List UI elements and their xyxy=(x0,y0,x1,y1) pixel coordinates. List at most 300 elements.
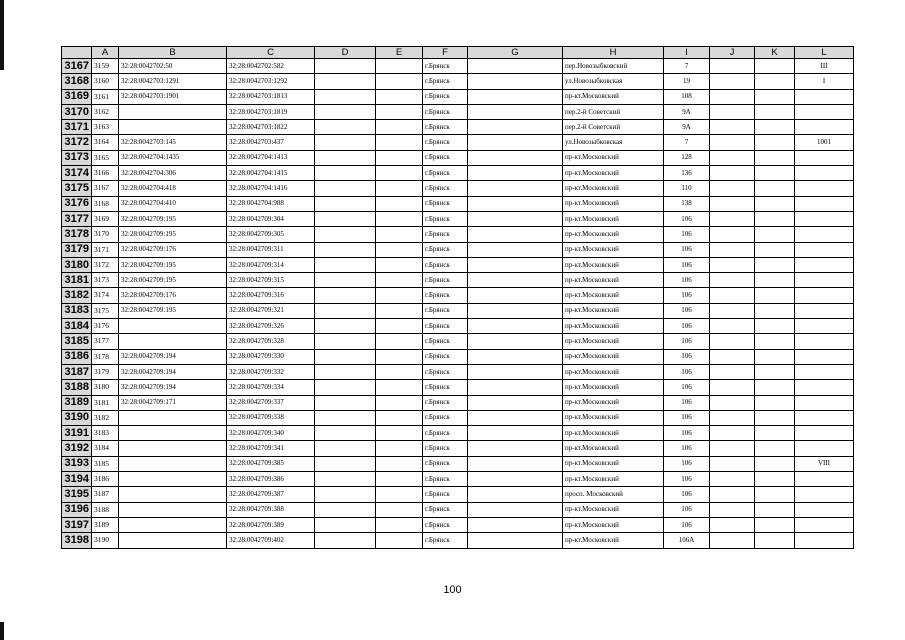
cell-g[interactable] xyxy=(468,517,563,532)
cell-l[interactable] xyxy=(795,487,854,502)
cell-j[interactable] xyxy=(710,410,755,425)
cell-b[interactable] xyxy=(119,120,227,135)
cell-l[interactable] xyxy=(795,349,854,364)
cell-j[interactable] xyxy=(710,89,755,104)
cell-i[interactable]: 106 xyxy=(664,380,710,395)
cell-l[interactable] xyxy=(795,227,854,242)
cell-k[interactable] xyxy=(755,59,795,74)
cell-c[interactable]: 32:28:0042703:1822 xyxy=(227,120,315,135)
cell-c[interactable]: 32:28:0042704:1415 xyxy=(227,166,315,181)
cell-f[interactable]: г.Брянск xyxy=(423,104,468,119)
cell-g[interactable] xyxy=(468,59,563,74)
cell-i[interactable]: 106 xyxy=(664,472,710,487)
cell-h[interactable]: пр-кт.Московский xyxy=(563,441,664,456)
row-number-cell[interactable]: 3195 xyxy=(62,487,92,502)
cell-e[interactable] xyxy=(376,487,423,502)
cell-d[interactable] xyxy=(315,181,376,196)
cell-h[interactable]: пр-кт.Московский xyxy=(563,472,664,487)
cell-f[interactable]: г.Брянск xyxy=(423,273,468,288)
cell-e[interactable] xyxy=(376,273,423,288)
cell-e[interactable] xyxy=(376,441,423,456)
cell-l[interactable]: III xyxy=(795,59,854,74)
cell-c[interactable]: 32:28:0042709:326 xyxy=(227,319,315,334)
cell-c[interactable]: 32:28:0042703:437 xyxy=(227,135,315,150)
cell-h[interactable]: пр-кт.Московский xyxy=(563,89,664,104)
cell-j[interactable] xyxy=(710,135,755,150)
cell-h[interactable]: пер.2-й Советский xyxy=(563,104,664,119)
cell-f[interactable]: г.Брянск xyxy=(423,380,468,395)
cell-h[interactable]: ул.Новозыбковская xyxy=(563,135,664,150)
cell-l[interactable] xyxy=(795,89,854,104)
cell-h[interactable]: пр-кт.Московский xyxy=(563,456,664,471)
cell-a[interactable]: 3188 xyxy=(92,502,119,517)
cell-j[interactable] xyxy=(710,426,755,441)
cell-e[interactable] xyxy=(376,517,423,532)
cell-h[interactable]: пр-кт.Московский xyxy=(563,242,664,257)
cell-d[interactable] xyxy=(315,211,376,226)
cell-j[interactable] xyxy=(710,120,755,135)
cell-b[interactable]: 32:28:0042704:1435 xyxy=(119,150,227,165)
cell-e[interactable] xyxy=(376,303,423,318)
cell-k[interactable] xyxy=(755,517,795,532)
cell-a[interactable]: 3180 xyxy=(92,380,119,395)
cell-e[interactable] xyxy=(376,227,423,242)
cell-k[interactable] xyxy=(755,227,795,242)
cell-b[interactable] xyxy=(119,487,227,502)
cell-d[interactable] xyxy=(315,166,376,181)
cell-a[interactable]: 3174 xyxy=(92,288,119,303)
cell-l[interactable]: I xyxy=(795,74,854,89)
cell-l[interactable] xyxy=(795,104,854,119)
cell-h[interactable]: пр-кт.Московский xyxy=(563,517,664,532)
cell-g[interactable] xyxy=(468,227,563,242)
column-header-a[interactable]: A xyxy=(92,47,119,59)
cell-e[interactable] xyxy=(376,135,423,150)
cell-j[interactable] xyxy=(710,181,755,196)
cell-l[interactable] xyxy=(795,181,854,196)
cell-i[interactable]: 7 xyxy=(664,135,710,150)
cell-j[interactable] xyxy=(710,303,755,318)
cell-e[interactable] xyxy=(376,364,423,379)
cell-g[interactable] xyxy=(468,89,563,104)
cell-a[interactable]: 3189 xyxy=(92,517,119,532)
cell-c[interactable]: 32:28:0042709:389 xyxy=(227,517,315,532)
cell-i[interactable]: 128 xyxy=(664,150,710,165)
cell-d[interactable] xyxy=(315,533,376,548)
cell-h[interactable]: пр-кт.Московский xyxy=(563,303,664,318)
cell-j[interactable] xyxy=(710,288,755,303)
cell-e[interactable] xyxy=(376,472,423,487)
cell-f[interactable]: г.Брянск xyxy=(423,181,468,196)
cell-l[interactable] xyxy=(795,472,854,487)
cell-b[interactable]: 32:28:0042709:195 xyxy=(119,211,227,226)
cell-c[interactable]: 32:28:0042703:1813 xyxy=(227,89,315,104)
cell-j[interactable] xyxy=(710,166,755,181)
cell-a[interactable]: 3165 xyxy=(92,150,119,165)
cell-b[interactable] xyxy=(119,104,227,119)
cell-c[interactable]: 32:28:0042709:337 xyxy=(227,395,315,410)
cell-a[interactable]: 3182 xyxy=(92,410,119,425)
cell-f[interactable]: г.Брянск xyxy=(423,426,468,441)
cell-a[interactable]: 3187 xyxy=(92,487,119,502)
cell-a[interactable]: 3169 xyxy=(92,211,119,226)
row-number-cell[interactable]: 3168 xyxy=(62,74,92,89)
cell-c[interactable]: 32:28:0042709:402 xyxy=(227,533,315,548)
cell-b[interactable]: 32:28:0042709:171 xyxy=(119,395,227,410)
cell-d[interactable] xyxy=(315,242,376,257)
cell-g[interactable] xyxy=(468,303,563,318)
row-number-cell[interactable]: 3183 xyxy=(62,303,92,318)
cell-a[interactable]: 3185 xyxy=(92,456,119,471)
row-number-cell[interactable]: 3192 xyxy=(62,441,92,456)
cell-f[interactable]: г.Брянск xyxy=(423,211,468,226)
cell-a[interactable]: 3172 xyxy=(92,257,119,272)
column-header-b[interactable]: B xyxy=(119,47,227,59)
row-number-cell[interactable]: 3190 xyxy=(62,410,92,425)
cell-c[interactable]: 32:28:0042709:314 xyxy=(227,257,315,272)
cell-b[interactable]: 32:28:0042709:176 xyxy=(119,288,227,303)
cell-j[interactable] xyxy=(710,104,755,119)
cell-k[interactable] xyxy=(755,89,795,104)
cell-c[interactable]: 32:28:0042709:321 xyxy=(227,303,315,318)
cell-i[interactable]: 106 xyxy=(664,334,710,349)
cell-e[interactable] xyxy=(376,104,423,119)
cell-a[interactable]: 3173 xyxy=(92,273,119,288)
cell-j[interactable] xyxy=(710,395,755,410)
cell-a[interactable]: 3183 xyxy=(92,426,119,441)
cell-f[interactable]: г.Брянск xyxy=(423,135,468,150)
cell-d[interactable] xyxy=(315,472,376,487)
column-header-c[interactable]: C xyxy=(227,47,315,59)
cell-h[interactable]: пр-кт.Московский xyxy=(563,273,664,288)
cell-b[interactable]: 32:28:0042709:195 xyxy=(119,303,227,318)
cell-g[interactable] xyxy=(468,135,563,150)
cell-f[interactable]: г.Брянск xyxy=(423,410,468,425)
row-number-cell[interactable]: 3167 xyxy=(62,59,92,74)
cell-i[interactable]: 106 xyxy=(664,319,710,334)
row-number-cell[interactable]: 3196 xyxy=(62,502,92,517)
row-number-cell[interactable]: 3172 xyxy=(62,135,92,150)
cell-h[interactable]: пер.2-й Советский xyxy=(563,120,664,135)
cell-i[interactable]: 106 xyxy=(664,303,710,318)
cell-l[interactable]: 1001 xyxy=(795,135,854,150)
row-number-cell[interactable]: 3191 xyxy=(62,426,92,441)
cell-i[interactable]: 106 xyxy=(664,364,710,379)
cell-l[interactable] xyxy=(795,533,854,548)
cell-e[interactable] xyxy=(376,59,423,74)
cell-f[interactable]: г.Брянск xyxy=(423,395,468,410)
cell-g[interactable] xyxy=(468,242,563,257)
cell-f[interactable]: г.Брянск xyxy=(423,303,468,318)
cell-f[interactable]: г.Брянск xyxy=(423,319,468,334)
cell-h[interactable]: пр-кт.Московский xyxy=(563,502,664,517)
cell-k[interactable] xyxy=(755,104,795,119)
row-number-cell[interactable]: 3171 xyxy=(62,120,92,135)
cell-d[interactable] xyxy=(315,227,376,242)
cell-e[interactable] xyxy=(376,380,423,395)
row-number-cell[interactable]: 3180 xyxy=(62,257,92,272)
cell-l[interactable] xyxy=(795,150,854,165)
cell-e[interactable] xyxy=(376,196,423,211)
cell-i[interactable]: 9А xyxy=(664,104,710,119)
cell-g[interactable] xyxy=(468,410,563,425)
cell-i[interactable]: 106А xyxy=(664,533,710,548)
cell-d[interactable] xyxy=(315,502,376,517)
row-number-cell[interactable]: 3187 xyxy=(62,364,92,379)
cell-b[interactable] xyxy=(119,441,227,456)
row-number-cell[interactable]: 3178 xyxy=(62,227,92,242)
cell-i[interactable]: 106 xyxy=(664,517,710,532)
cell-h[interactable]: пр-кт.Московский xyxy=(563,533,664,548)
column-header-e[interactable]: E xyxy=(376,47,423,59)
cell-i[interactable]: 106 xyxy=(664,426,710,441)
cell-j[interactable] xyxy=(710,273,755,288)
cell-b[interactable]: 32:28:0042703:145 xyxy=(119,135,227,150)
cell-l[interactable] xyxy=(795,517,854,532)
cell-b[interactable]: 32:28:0042703:1901 xyxy=(119,89,227,104)
cell-k[interactable] xyxy=(755,334,795,349)
cell-c[interactable]: 32:28:0042709:338 xyxy=(227,410,315,425)
cell-l[interactable] xyxy=(795,242,854,257)
cell-f[interactable]: г.Брянск xyxy=(423,334,468,349)
cell-l[interactable] xyxy=(795,288,854,303)
cell-a[interactable]: 3184 xyxy=(92,441,119,456)
cell-h[interactable]: ул.Новозыбковская xyxy=(563,74,664,89)
cell-b[interactable]: 32:28:0042709:194 xyxy=(119,380,227,395)
cell-b[interactable]: 32:28:0042703:1291 xyxy=(119,74,227,89)
cell-d[interactable] xyxy=(315,120,376,135)
cell-i[interactable]: 106 xyxy=(664,242,710,257)
cell-i[interactable]: 106 xyxy=(664,502,710,517)
cell-l[interactable]: VIII xyxy=(795,456,854,471)
cell-k[interactable] xyxy=(755,410,795,425)
cell-g[interactable] xyxy=(468,150,563,165)
cell-c[interactable]: 32:28:0042704:988 xyxy=(227,196,315,211)
cell-a[interactable]: 3175 xyxy=(92,303,119,318)
cell-j[interactable] xyxy=(710,74,755,89)
cell-k[interactable] xyxy=(755,441,795,456)
cell-k[interactable] xyxy=(755,364,795,379)
cell-g[interactable] xyxy=(468,104,563,119)
column-header-i[interactable]: I xyxy=(664,47,710,59)
cell-c[interactable]: 32:28:0042709:316 xyxy=(227,288,315,303)
cell-k[interactable] xyxy=(755,181,795,196)
cell-c[interactable]: 32:28:0042709:340 xyxy=(227,426,315,441)
cell-j[interactable] xyxy=(710,227,755,242)
cell-l[interactable] xyxy=(795,319,854,334)
cell-l[interactable] xyxy=(795,380,854,395)
cell-a[interactable]: 3160 xyxy=(92,74,119,89)
cell-g[interactable] xyxy=(468,502,563,517)
cell-k[interactable] xyxy=(755,211,795,226)
cell-a[interactable]: 3162 xyxy=(92,104,119,119)
cell-d[interactable] xyxy=(315,59,376,74)
cell-g[interactable] xyxy=(468,211,563,226)
cell-d[interactable] xyxy=(315,104,376,119)
cell-f[interactable]: г.Брянск xyxy=(423,364,468,379)
cell-j[interactable] xyxy=(710,380,755,395)
cell-k[interactable] xyxy=(755,257,795,272)
corner-header-cell[interactable] xyxy=(62,47,92,59)
row-number-cell[interactable]: 3189 xyxy=(62,395,92,410)
cell-i[interactable]: 108 xyxy=(664,89,710,104)
cell-f[interactable]: г.Брянск xyxy=(423,517,468,532)
row-number-cell[interactable]: 3193 xyxy=(62,456,92,471)
cell-f[interactable]: г.Брянск xyxy=(423,74,468,89)
cell-b[interactable] xyxy=(119,334,227,349)
cell-j[interactable] xyxy=(710,517,755,532)
cell-j[interactable] xyxy=(710,257,755,272)
cell-f[interactable]: г.Брянск xyxy=(423,257,468,272)
cell-i[interactable]: 106 xyxy=(664,349,710,364)
cell-b[interactable]: 32:28:0042704:418 xyxy=(119,181,227,196)
cell-c[interactable]: 32:28:0042703:1292 xyxy=(227,74,315,89)
row-number-cell[interactable]: 3188 xyxy=(62,380,92,395)
cell-c[interactable]: 32:28:0042709:315 xyxy=(227,273,315,288)
cell-f[interactable]: г.Брянск xyxy=(423,487,468,502)
cell-g[interactable] xyxy=(468,74,563,89)
cell-h[interactable]: пр-кт.Московский xyxy=(563,395,664,410)
cell-h[interactable]: пр-кт.Московский xyxy=(563,166,664,181)
cell-k[interactable] xyxy=(755,319,795,334)
cell-d[interactable] xyxy=(315,303,376,318)
cell-b[interactable]: 32:28:0042704:306 xyxy=(119,166,227,181)
cell-d[interactable] xyxy=(315,196,376,211)
row-number-cell[interactable]: 3176 xyxy=(62,196,92,211)
cell-c[interactable]: 32:28:0042709:305 xyxy=(227,227,315,242)
cell-a[interactable]: 3161 xyxy=(92,89,119,104)
cell-d[interactable] xyxy=(315,426,376,441)
cell-c[interactable]: 32:28:0042709:387 xyxy=(227,487,315,502)
cell-j[interactable] xyxy=(710,59,755,74)
cell-b[interactable]: 32:28:0042704:410 xyxy=(119,196,227,211)
cell-a[interactable]: 3186 xyxy=(92,472,119,487)
cell-h[interactable]: пр-кт.Московский xyxy=(563,349,664,364)
cell-f[interactable]: г.Брянск xyxy=(423,242,468,257)
cell-j[interactable] xyxy=(710,487,755,502)
cell-f[interactable]: г.Брянск xyxy=(423,150,468,165)
cell-k[interactable] xyxy=(755,166,795,181)
cell-h[interactable]: пер.Новозыбковский xyxy=(563,59,664,74)
cell-a[interactable]: 3190 xyxy=(92,533,119,548)
cell-e[interactable] xyxy=(376,288,423,303)
cell-g[interactable] xyxy=(468,181,563,196)
cell-k[interactable] xyxy=(755,150,795,165)
cell-a[interactable]: 3171 xyxy=(92,242,119,257)
cell-f[interactable]: г.Брянск xyxy=(423,59,468,74)
cell-g[interactable] xyxy=(468,426,563,441)
cell-g[interactable] xyxy=(468,288,563,303)
cell-c[interactable]: 32:28:0042702:582 xyxy=(227,59,315,74)
cell-j[interactable] xyxy=(710,150,755,165)
cell-g[interactable] xyxy=(468,472,563,487)
cell-i[interactable]: 7 xyxy=(664,59,710,74)
cell-e[interactable] xyxy=(376,120,423,135)
cell-b[interactable] xyxy=(119,426,227,441)
cell-d[interactable] xyxy=(315,517,376,532)
cell-c[interactable]: 32:28:0042709:328 xyxy=(227,334,315,349)
cell-b[interactable]: 32:28:0042702:50 xyxy=(119,59,227,74)
cell-b[interactable] xyxy=(119,456,227,471)
cell-b[interactable]: 32:28:0042709:195 xyxy=(119,273,227,288)
cell-d[interactable] xyxy=(315,380,376,395)
cell-j[interactable] xyxy=(710,441,755,456)
cell-h[interactable]: пр-кт.Московский xyxy=(563,426,664,441)
cell-k[interactable] xyxy=(755,487,795,502)
cell-f[interactable]: г.Брянск xyxy=(423,502,468,517)
cell-f[interactable]: г.Брянск xyxy=(423,441,468,456)
cell-i[interactable]: 106 xyxy=(664,395,710,410)
cell-a[interactable]: 3176 xyxy=(92,319,119,334)
cell-j[interactable] xyxy=(710,319,755,334)
cell-g[interactable] xyxy=(468,334,563,349)
cell-i[interactable]: 138 xyxy=(664,196,710,211)
cell-k[interactable] xyxy=(755,135,795,150)
cell-d[interactable] xyxy=(315,364,376,379)
cell-j[interactable] xyxy=(710,456,755,471)
cell-k[interactable] xyxy=(755,74,795,89)
cell-f[interactable]: г.Брянск xyxy=(423,89,468,104)
cell-f[interactable]: г.Брянск xyxy=(423,120,468,135)
cell-k[interactable] xyxy=(755,242,795,257)
cell-g[interactable] xyxy=(468,441,563,456)
cell-a[interactable]: 3178 xyxy=(92,349,119,364)
cell-a[interactable]: 3170 xyxy=(92,227,119,242)
cell-e[interactable] xyxy=(376,211,423,226)
cell-d[interactable] xyxy=(315,288,376,303)
row-number-cell[interactable]: 3184 xyxy=(62,319,92,334)
row-number-cell[interactable]: 3170 xyxy=(62,104,92,119)
cell-c[interactable]: 32:28:0042709:334 xyxy=(227,380,315,395)
cell-c[interactable]: 32:28:0042709:386 xyxy=(227,472,315,487)
cell-e[interactable] xyxy=(376,257,423,272)
cell-e[interactable] xyxy=(376,502,423,517)
cell-f[interactable]: г.Брянск xyxy=(423,288,468,303)
cell-g[interactable] xyxy=(468,456,563,471)
cell-a[interactable]: 3166 xyxy=(92,166,119,181)
cell-h[interactable]: просп. Московский xyxy=(563,487,664,502)
cell-f[interactable]: г.Брянск xyxy=(423,196,468,211)
cell-l[interactable] xyxy=(795,502,854,517)
column-header-g[interactable]: G xyxy=(468,47,563,59)
cell-a[interactable]: 3167 xyxy=(92,181,119,196)
cell-d[interactable] xyxy=(315,74,376,89)
cell-g[interactable] xyxy=(468,120,563,135)
cell-g[interactable] xyxy=(468,380,563,395)
cell-j[interactable] xyxy=(710,211,755,226)
cell-i[interactable]: 106 xyxy=(664,456,710,471)
cell-e[interactable] xyxy=(376,334,423,349)
cell-g[interactable] xyxy=(468,166,563,181)
cell-j[interactable] xyxy=(710,334,755,349)
cell-k[interactable] xyxy=(755,380,795,395)
cell-e[interactable] xyxy=(376,319,423,334)
cell-h[interactable]: пр-кт.Московский xyxy=(563,211,664,226)
cell-e[interactable] xyxy=(376,349,423,364)
cell-a[interactable]: 3177 xyxy=(92,334,119,349)
cell-h[interactable]: пр-кт.Московский xyxy=(563,150,664,165)
cell-e[interactable] xyxy=(376,166,423,181)
row-number-cell[interactable]: 3179 xyxy=(62,242,92,257)
cell-c[interactable]: 32:28:0042709:388 xyxy=(227,502,315,517)
cell-b[interactable]: 32:28:0042709:195 xyxy=(119,227,227,242)
cell-d[interactable] xyxy=(315,319,376,334)
row-number-cell[interactable]: 3181 xyxy=(62,273,92,288)
cell-h[interactable]: пр-кт.Московский xyxy=(563,319,664,334)
cell-b[interactable]: 32:28:0042709:176 xyxy=(119,242,227,257)
cell-l[interactable] xyxy=(795,211,854,226)
cell-k[interactable] xyxy=(755,456,795,471)
